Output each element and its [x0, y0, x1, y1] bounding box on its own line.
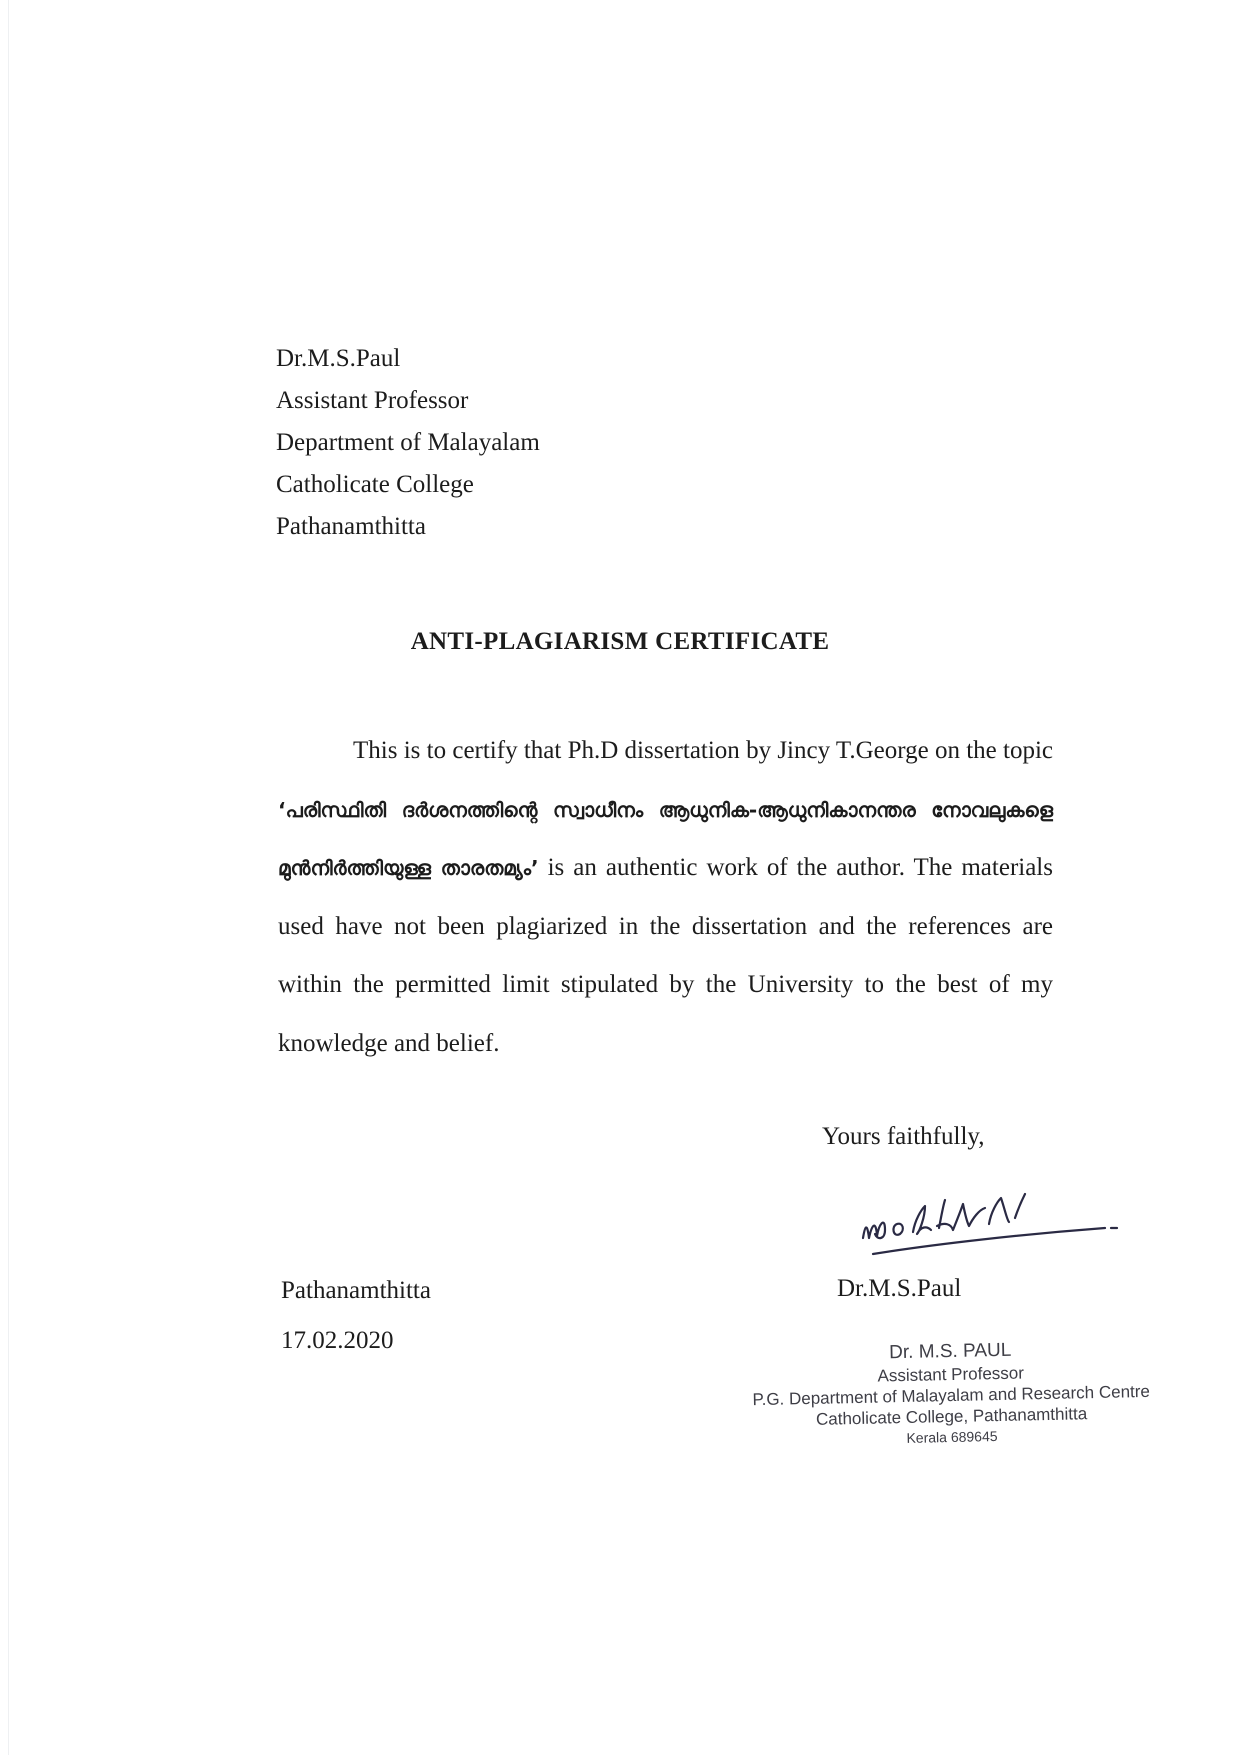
- sender-place: Pathanamthitta: [276, 513, 426, 540]
- page-edge: [8, 0, 9, 1755]
- date: 17.02.2020: [281, 1327, 394, 1354]
- certificate-title: ANTI-PLAGIARISM CERTIFICATE: [410, 628, 830, 655]
- stamp-college: Catholicate College, Pathanamthitta: [815, 1404, 1088, 1429]
- closing-salutation: Yours faithfully,: [822, 1123, 985, 1150]
- stamp-pin: Kerala 689645: [906, 1428, 998, 1446]
- sender-name: Dr.M.S.Paul: [276, 345, 401, 372]
- stamp-department: P.G. Department of Malayalam and Research Centre: [752, 1381, 1151, 1410]
- sender-department: Department of Malayalam: [276, 429, 540, 456]
- sender-address: [276, 338, 540, 548]
- signer-name: Dr.M.S.Paul: [837, 1275, 962, 1302]
- body-text-intro: This is to certify that Ph.D dissertation by Jincy T.George on the topic: [353, 737, 1053, 764]
- place: Pathanamthitta: [281, 1277, 431, 1304]
- stamp-designation: Assistant Professor: [877, 1363, 1025, 1386]
- official-stamp: [700, 1335, 1202, 1452]
- handwritten-signature: [855, 1180, 1125, 1265]
- dissertation-topic: ‘പരിസ്ഥിതി ദർശനത്തിന്റെ സ്വാധീനം ആധുനിക-ആധുനികാനന്തര നോവലുകളെ മുൻനിർത്തിയുള്ള താരതമ്യം’: [278, 797, 1053, 880]
- body-text-conclusion: is an authentic work of the author. The materials used have not been plagiarized in the dissertation and the references are within the permitted limit stipulated by the University to the best of my knowledge and belief.: [278, 854, 1053, 1057]
- certificate-body: [278, 722, 1053, 1073]
- sender-designation: Assistant Professor: [276, 387, 469, 414]
- stamp-name: Dr. M.S. PAUL: [888, 1339, 1012, 1364]
- sender-college: Catholicate College: [276, 471, 474, 498]
